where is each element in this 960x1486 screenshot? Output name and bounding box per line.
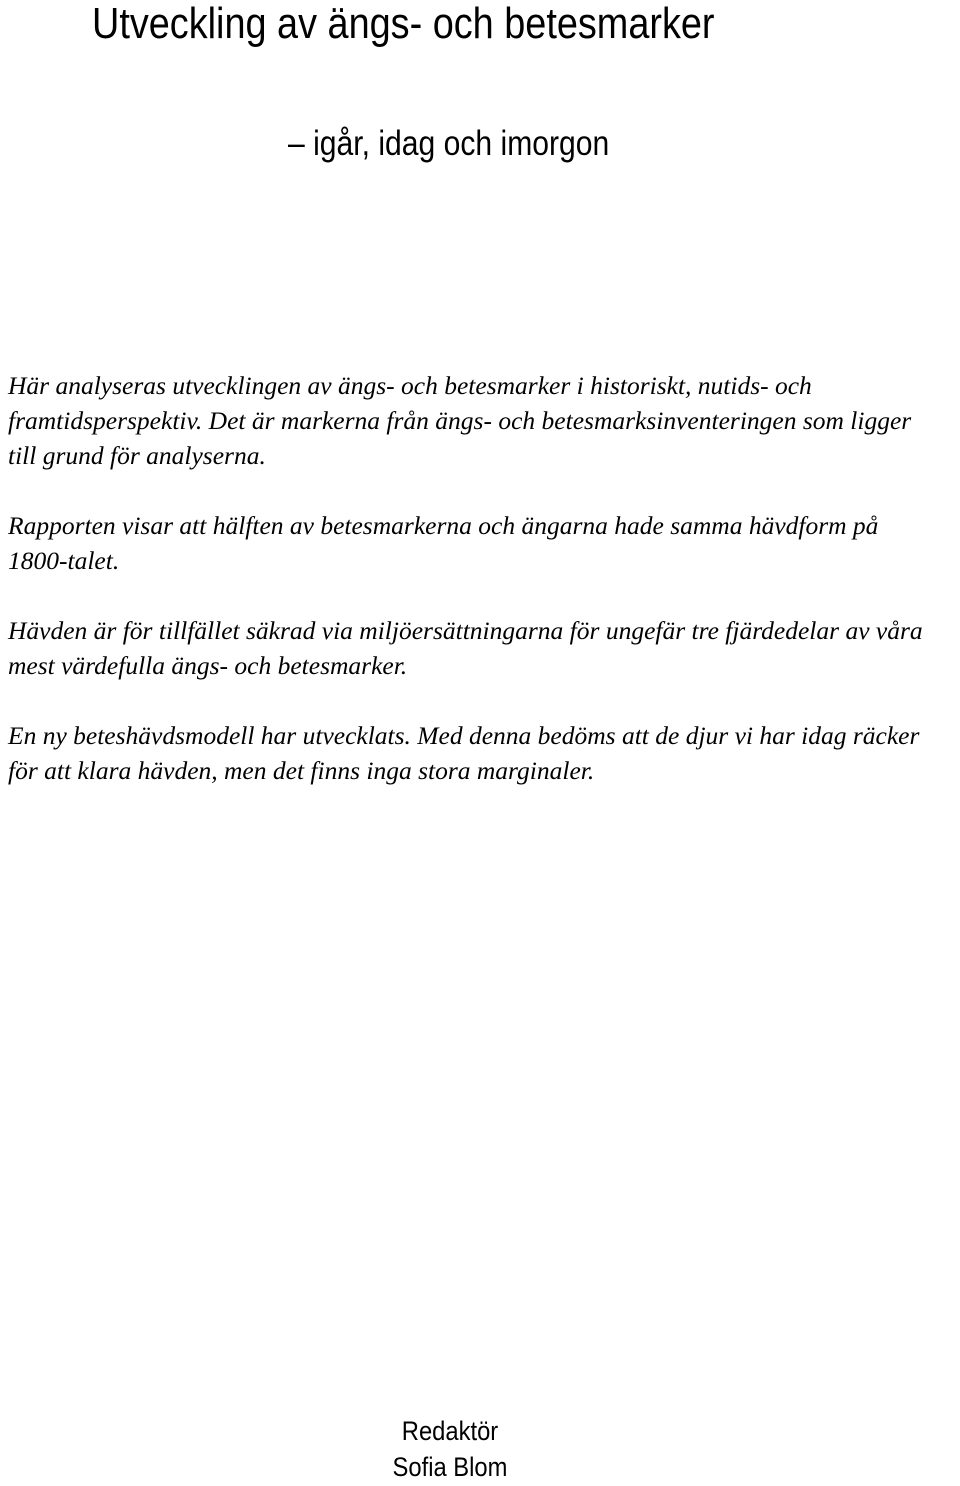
abstract-paragraph-2: Rapporten visar att hälften av betesmarkerna och ängarna hade samma hävdform på 1800-talet. [8, 511, 879, 575]
document-subtitle: – igår, idag och imorgon [288, 124, 610, 163]
editor-label: Redaktör [401, 1416, 499, 1446]
editor-name: Sofia Blom [392, 1452, 508, 1482]
abstract-paragraph-1: Här analyseras utvecklingen av ängs- och betesmarker i historiskt, nutids- och framtidsperspektiv. Det är markerna från ängs- och betesmarksinventeringen som ligger till grund för analyserna. [8, 371, 912, 470]
abstract-paragraph-3: Hävden är för tillfället säkrad via miljöersättningarna för ungefär tre fjärdedelar av våra mest värdefulla ängs- och betesmarker. [8, 616, 923, 680]
abstract-paragraph-4: En ny beteshävdsmodell har utvecklats. Med denna bedöms att de djur vi har idag räcker för att klara hävden, men det finns inga stora marginaler. [8, 721, 920, 785]
abstract [8, 368, 938, 788]
editor-credit [0, 1413, 900, 1485]
document-title: Utveckling av ängs- och betesmarker [92, 0, 715, 48]
